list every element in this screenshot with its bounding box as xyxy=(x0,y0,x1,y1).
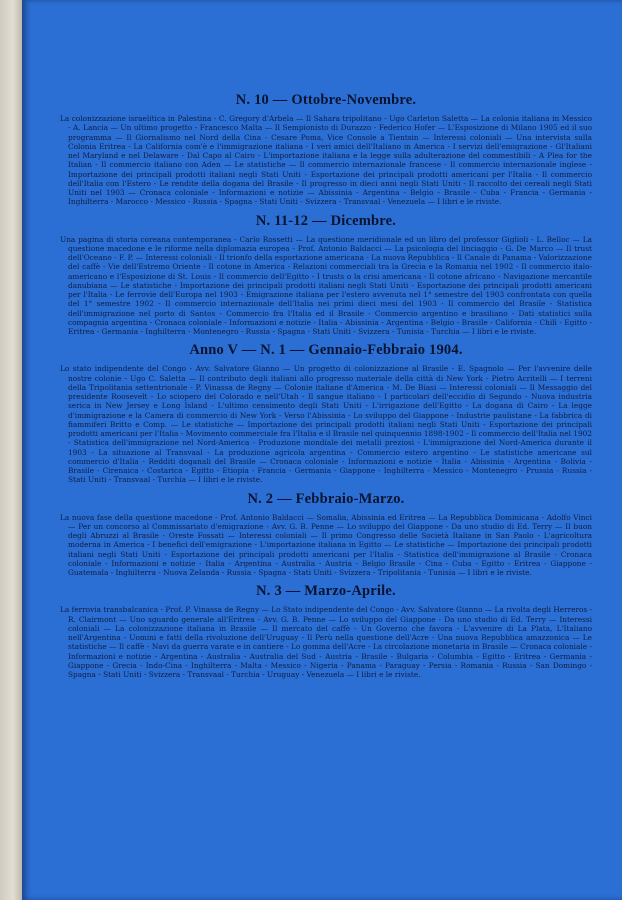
page-edge xyxy=(0,0,22,900)
issue-n2 xyxy=(60,491,592,578)
issue-heading: Anno V — N. 1 — Gennaio-Febbraio 1904. xyxy=(189,342,463,359)
issue-heading: N. 3 — Marzo-Aprile. xyxy=(256,583,396,600)
issue-heading: N. 11-12 — Dicembre. xyxy=(255,212,397,229)
issue-anno-v-n1 xyxy=(60,342,592,484)
issue-contents: Lo stato indipendente del Congo - Avv. Salvatore Gianno — Un progetto di colonizzazione al Brasile - E. Spagnolo — Per l'avvenire delle nostre colonie - Ugo C. Saletta — Il contributo degli italiani allo progresso materiale della città di New York - Pietro Acritelli — I terreni della Tripolitania settentrionale - P. Vinassa de Regny — Colonie italiane d'America - M. De Biasi — Interessi coloniali — Il Messaggio del presidente Roosevelt - Lo sciopero del Colorado e nell'Utah - Il sangue italiano - I particolari dell'eccidio di Segundo - Nuova industria serica in New Jersey e Long Island - L'ultimo censimento degli Stati Uniti - L'irrigazione dell'Egitto - La dogana di Cairo - La legge d'immigrazione e la Camera di commercio di New York - Verso l'Abissinia - Lo sviluppo del Giappone - Industrie paulistane - La fabbrica di fiammiferi Britto e Comp. — Le statistiche — Importazione dei principali prodotti italiani negli Stati Uniti - Esportazione dei principali prodotti americani per l'Italia - Movimento commerciale fra l'Italia e il Brasile nel quinquennio 1898-1902 - Il commercio dell'Italia nel 1902 - Statistica dell'immigrazione nel Nord-America - Produzione mondiale dei metalli preziosi - L'immigrazione del Nord-America durante il 1903 - La situazione al Transvaal - La produzione agricola argentina - Commercio estero argentino - Le statistiche americane sul commercio d'Italia - Redditi doganali del Brasile — Cronaca coloniale - Informazioni e notizie - Italia - Abissinia - Argentina - Bolivia - Brasile - Cirenaica - Costarica - Egitto - Etiopia - Francia - Germania - Giappone - Inghilterra - Messico - Montenegro - Prussia - Russia - Stati Uniti - Transvaal - Turchia — I libri e le riviste. xyxy=(60,364,592,485)
issue-n10 xyxy=(60,92,592,207)
issue-contents: La nuova fase della questione macedone - Prof. Antonio Baldacci — Somalia, Abissinia ed Eritrea — La Repubblica Dominicana - Adolfo Vinci — Per un concorso al Commissariato d'emigrazione - Avv. G. B. Penne — Lo sviluppo del Giappone - Da uno studio di Ed. Terry — Il buon degli Abruzzi al Brasile - Oreste Fossati — Interessi coloniali — Il primo Congresso delle Società Italiane in San Paolo - L'agricoltura moderna in America - I benefici dell'emigrazione - L'importazione italiana in Egitto — Le statistiche — Importazione dei principali prodotti italiani negli Stati Uniti - Esportazione dei principali prodotti americani per l'Italia - Statistica dell'immigrazione al Brasile - Cronaca coloniale - Informazioni e notizie - Italia - Argentina - Australia - Austria - Belgio Brasile - Cina - Cuba - Egitto - Eritrea - Giappone - Guatemala - Inghilterra - Nuova Zelanda - Russia - Spagna - Stati Uniti - Svizzera - Tripolitania - Tunisia — I libri e le riviste. xyxy=(60,512,592,577)
issue-n11-12 xyxy=(60,213,592,337)
issue-contents: La colonizzazione israelitica in Palestina - C. Gregory d'Arbela — Il Sahara tripolitano - Ugo Carleton Saletta — La colonia italiana in Messico - A. Lancia — Un ultimo progetto - Francesco Malta — Il Sempionisto di Durazzo - Federico Hofer — L'Esposizione di Milano 1905 ed il suo programma — Il Giornalismo nel Nord della Cina - Cesare Poma, Vice Console a Tientsin — Interessi coloniali — Una intervista sulla Colonia Eritrea - La California com'è e l'immigrazione italiana - I veri amici dell'Italiano in America - I servizi dell'emigrazione - Gl'Italiani nel Maryland e nel Delaware - Dal Capo al Cairo - L'importazione italiana e la legge sulla adulterazione del commestibili - A Plea for the Italian - Il commercio italiano con Aden — Le statistiche — Il commercio internazionale francese - Il commercio internazionale inglese - Importazione dei principali prodotti italiani negli Stati Uniti - Esportazione dei principali prodotti americani per l'Italia - Il commercio dell'Italia con l'Estero - Le rendite della dogana del Brasile - Il progresso in dieci anni negli Stati Uniti - Il raccolto dei cereali negli Stati Uniti nel 1903 — Cronaca coloniale - Informazioni e notizie — Abissinia - Argentina - Belgio - Brasile - Cuba - Francia - Germania - Inghilterra - Marocco - Messico - Russia - Spagna - Stati Uniti - Svizzera - Transvaal - Venezuela — I libri e le riviste. xyxy=(60,114,592,207)
issue-n3 xyxy=(60,583,592,679)
issue-heading: N. 2 — Febbraio-Marzo. xyxy=(247,490,405,507)
issue-contents: Una pagina di storia coreana contemporanea - Carlo Rossetti — La questione meridionale ed un libro del professor Giglioli - L. Belloc — La questione macedone e le riforme nella diplomazia europea - Prof. Antonio Baldacci — La psicologia del linciaggio - G. De Marco — Il trust dell'Oceano - F. P. — Interessi coloniali - Il trionfo della esportazione americana - La nuova Repubblica - Il Canale di Panama - Valorizzazione del caffè - Vie dell'Estremo Oriente - Il cotone in America - Relazioni commerciali tra la Grecia e la Romania nel 1902 - Il commercio italo-americano e l'Esposizione di St. Louis - Il commercio dell'Egitto - I trusts o la crisi americana - Il cotone africano - Navigazione mercantile danubiana — Le statistiche - Importazione dei principali prodotti italiani negli Stati Uniti - Esportazione dei principali prodotti americani per l'Italia - Le ferrovie dell'Europa nel 1903 - Emigrazione italiana per l'estero avvenuta nel 1° semestre del 1903 confrontata con quella del 1° semestre 1902 - Il commercio internazionale dell'Italia nei primi dieci mesi del 1903 - Il commercio del Brasile - Statistica dell'immigrazione nel porto di Santos - Commercio fra l'Italia ed il Brasile - Commercio argentino e brasiliano - Dati statistici sulla compagnia argentina - Cronaca coloniale - Informazioni e notizie - Italia - Abissinia - Argentina - Belgio - Brasile - California - Chilì - Egitto - Eritrea - Germania - Inghilterra - Montenegro - Russia - Spagna - Stati Uniti - Svizzera - Tunisia - Turchia — I libri e le riviste. xyxy=(60,234,592,336)
table-of-contents xyxy=(60,92,592,685)
issue-heading: N. 10 — Ottobre-Novembre. xyxy=(235,92,417,108)
issue-contents: La ferrovia transbalcanica - Prof. P. Vinassa de Regny — Lo Stato indipendente del Congo - Avv. Salvatore Gianno — La rivolta degli Herreros - R. Clairmont — Uno sguardo generale all'Eritrea - Avv. G. B. Penne — Lo sviluppo del Giappone - Da uno studio di Ed. Terry — Interessi coloniali — La colonizzazione italiana in Brasile — Il mercato del caffè - Un Governo che favora - L'avvenire di La Plata, L'Italiano nell'Argentina - Uomini e fatti della rivoluzione dell'Uruguay - Il Perù nella questione dell'Acre - Una nuova Repubblica amazzonica — Le statistiche — Il caffè - Navi da guerra varate e in cantiere - Lo gomma dell'Acre - La circolazione monetaria in Brasile — Cronaca coloniale - Informazioni e notizie - Argentina - Australia - Australia del Sud - Austria - Brasile - Bulgaria - Columbia - Egitto - Eritrea - Germania - Giappone - Grecia - Indo-Cina - Inghilterra - Malta - Messico - Nigeria - Panama - Paraguay - Persia - Romania - Russia - San Domingo - Spagna - Stati Uniti - Svizzera - Transvaal - Turchia - Uruguay - Venezuela — I libri e le riviste. xyxy=(60,605,592,679)
